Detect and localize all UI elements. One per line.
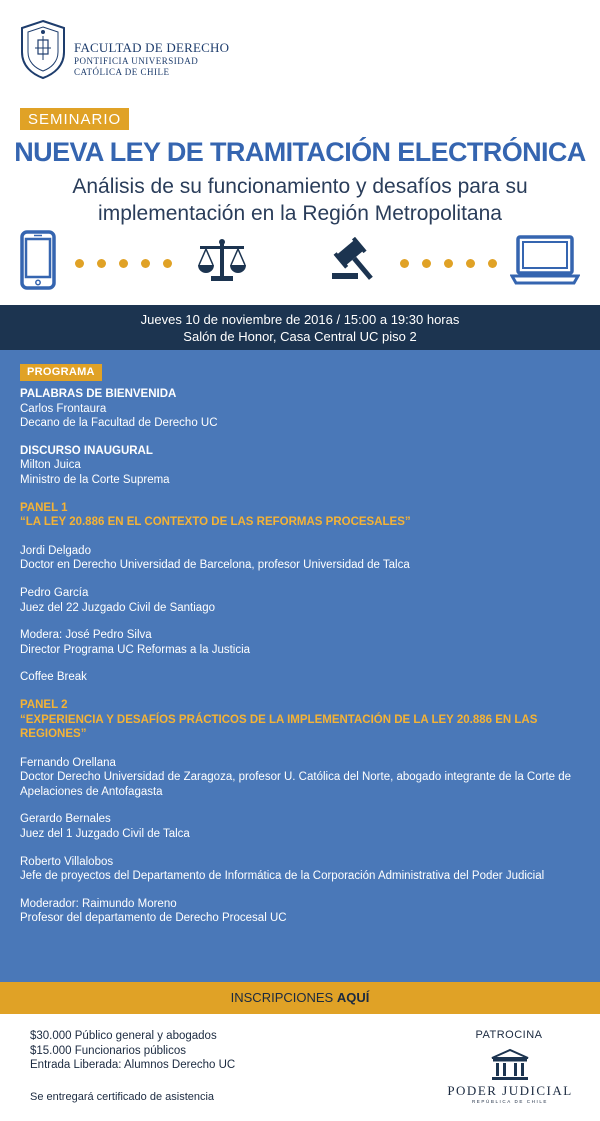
- speaker-role: Doctor en Derecho Universidad de Barcelona, profesor Universidad de Talca: [20, 559, 410, 572]
- sponsor-label: PATROCINA: [475, 1029, 543, 1041]
- panel-title: “EXPERIENCIA Y DESAFÍOS PRÁCTICOS DE LA IMPLEMENTACIÓN DE LA LEY 20.886 EN LAS REGIONES”: [20, 713, 538, 741]
- dot: [75, 259, 84, 268]
- price-item: $30.000 Público general y abogados: [30, 1030, 217, 1042]
- price-list: [30, 1029, 235, 1073]
- speaker-role: Director Programa UC Reformas a la Justicia: [20, 643, 251, 656]
- program-item: [20, 544, 580, 573]
- seminar-tag: SEMINARIO: [20, 108, 129, 130]
- laptop-icon: [510, 234, 580, 286]
- speaker-name: Gerardo Bernales: [20, 813, 111, 826]
- program-item: [20, 628, 580, 657]
- speaker-name: Pedro García: [20, 586, 89, 599]
- speaker-role: Juez del 22 Juzgado Civil de Santiago: [20, 601, 215, 614]
- program-item: [20, 855, 580, 884]
- dot: [400, 259, 409, 268]
- courthouse-icon: [488, 1048, 532, 1082]
- panel-heading: [20, 501, 580, 530]
- dot: [119, 259, 128, 268]
- price-item: Entrada Liberada: Alumnos Derecho UC: [30, 1059, 236, 1071]
- speaker-name: Jordi Delgado: [20, 544, 91, 557]
- speaker-role: Decano de la Facultad de Derecho UC: [20, 417, 218, 430]
- program-section: [0, 350, 600, 982]
- speaker-name: Roberto Villalobos: [20, 855, 114, 868]
- dot: [488, 259, 497, 268]
- program-item: [20, 444, 580, 488]
- dot: [141, 259, 150, 268]
- university-seal-icon: [18, 18, 68, 80]
- smartphone-icon: [20, 230, 56, 290]
- panel-label: PANEL 1: [20, 501, 68, 514]
- dot: [466, 259, 475, 268]
- panel-heading: [20, 698, 580, 742]
- price-item: $15.000 Funcionarios públicos: [30, 1044, 186, 1057]
- program-item-head: PALABRAS DE BIENVENIDA: [20, 388, 177, 400]
- registration-label: INSCRIPCIONES: [230, 990, 334, 1005]
- dot: [422, 259, 431, 268]
- program-tag: PROGRAMA: [20, 364, 102, 381]
- subtitle-line-1: Análisis de su funcionamiento y desafíos para su: [72, 175, 528, 198]
- university-line-2: CATÓLICA DE CHILE: [74, 67, 170, 77]
- registration-link[interactable]: AQUÍ: [336, 990, 370, 1005]
- subtitle-line-2: implementación en la Región Metropolitana: [98, 202, 502, 225]
- dot: [163, 259, 172, 268]
- footer: [0, 1014, 600, 1121]
- header: [0, 0, 600, 305]
- program-item: [20, 670, 580, 685]
- program-item-head: DISCURSO INAUGURAL: [20, 444, 153, 457]
- dot: [97, 259, 106, 268]
- speaker-name: Moderador: Raimundo Moreno: [20, 897, 177, 910]
- speaker-role: Ministro de la Corte Suprema: [20, 473, 170, 486]
- speaker-name: Modera: José Pedro Silva: [20, 629, 152, 642]
- seminar-subtitle: [0, 173, 600, 227]
- speaker-name: Milton Juica: [20, 459, 81, 472]
- panel-title: “LA LEY 20.886 EN EL CONTEXTO DE LAS REFORMAS PROCESALES”: [20, 516, 411, 529]
- speaker-role: Doctor Derecho Universidad de Zaragoza, profesor U. Católica del Norte, abogado integrante de la Corte de Apelaciones de Antofagasta: [20, 771, 572, 798]
- event-datetime: Jueves 10 de noviembre de 2016 / 15:00 a 19:30 horas: [140, 312, 460, 327]
- sponsor-name: PODER JUDICIAL: [447, 1083, 573, 1098]
- dot: [444, 259, 453, 268]
- sponsor-subtitle: REPÚBLICA DE CHILE: [471, 1099, 549, 1104]
- speaker-role: Juez del 1 Juzgado Civil de Talca: [20, 828, 190, 841]
- speaker-role: Jefe de proyectos del Departamento de Informática de la Corporación Administrativa del Poder Judicial: [20, 870, 545, 883]
- faculty-name: FACULTAD DE DERECHO: [74, 40, 230, 55]
- program-item: [20, 387, 580, 431]
- speaker-name: Fernando Orellana: [20, 756, 116, 769]
- university-line-1: PONTIFICIA UNIVERSIDAD: [74, 56, 199, 66]
- faculty-name-block: [74, 40, 229, 78]
- program-item: [20, 812, 580, 841]
- seminar-title: NUEVA LEY DE TRAMITACIÓN ELECTRÓNICA: [14, 137, 586, 167]
- event-location: Salón de Honor, Casa Central UC piso 2: [183, 329, 417, 344]
- break-label: Coffee Break: [20, 671, 87, 684]
- panel-label: PANEL 2: [20, 698, 68, 711]
- speaker-role: Profesor del departamento de Derecho Procesal UC: [20, 912, 287, 925]
- program-item: [20, 756, 580, 800]
- program-item: [20, 586, 580, 615]
- event-info-band: [0, 305, 600, 350]
- icons-row: [0, 228, 600, 296]
- speaker-name: Carlos Frontaura: [20, 402, 107, 415]
- program-item: [20, 897, 580, 926]
- certificate-note: Se entregará certificado de asistencia: [30, 1091, 215, 1103]
- gavel-icon: [330, 237, 382, 283]
- scales-of-justice-icon: [197, 238, 247, 284]
- registration-band: [0, 982, 600, 1014]
